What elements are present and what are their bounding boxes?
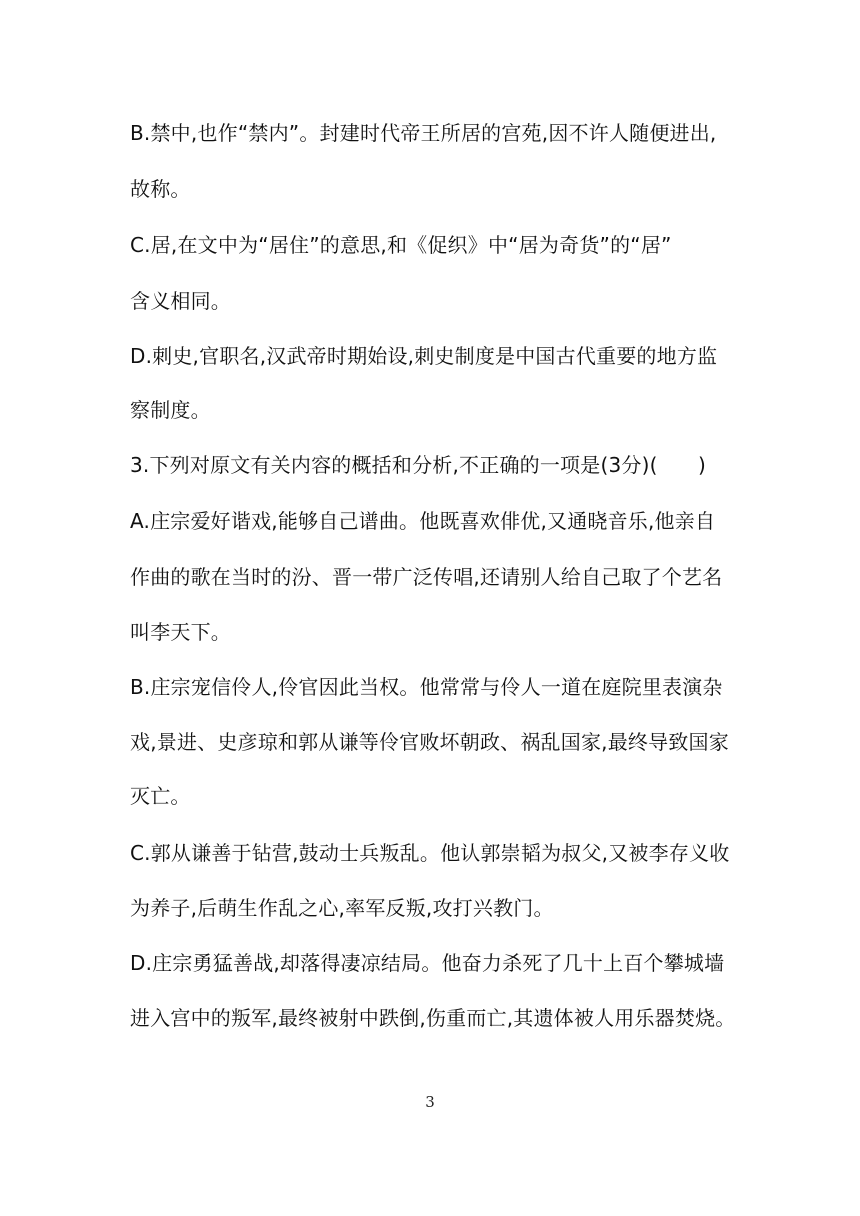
text-line: 进入宫中的叛军,最终被射中跌倒,伤重而亡,其遗体被人用乐器焚烧。 (130, 1006, 736, 1030)
text-line-option-b-definition: B.禁中,也作“禁内”。封建时代帝王所居的宫苑,因不许人随便进出, (130, 121, 717, 145)
text-line-option-d-definition: D.刺史,官职名,汉武帝时期始设,刺史制度是中国古代重要的地方监 (130, 344, 718, 368)
text-line-option-c: C.郭从谦善于钻营,鼓动士兵叛乱。他认郭崇韬为叔父,又被李存义收 (130, 841, 730, 865)
text-line: 叫李天下。 (130, 620, 231, 644)
text-line: 为养子,后萌生作乱之心,率军反叛,攻打兴教门。 (130, 896, 554, 920)
text-line: 故称。 (130, 177, 191, 201)
text-line: 灭亡。 (130, 784, 191, 808)
question-3-prompt: 3.下列对原文有关内容的概括和分析,不正确的一项是(3分)( ) (130, 453, 706, 477)
text-line-option-c-definition: C.居,在文中为“居住”的意思,和《促织》中“居为奇货”的“居” (130, 233, 672, 257)
text-line-option-d: D.庄宗勇猛善战,却落得凄凉结局。他奋力杀死了几十上百个攀城墙 (130, 951, 725, 975)
text-line-option-a: A.庄宗爱好谐戏,能够自己谱曲。他既喜欢俳优,又通晓音乐,他亲自 (130, 509, 716, 533)
text-line-option-b: B.庄宗宠信伶人,伶官因此当权。他常常与伶人一道在庭院里表演杂 (130, 675, 723, 699)
text-line: 含义相同。 (130, 289, 231, 313)
text-line: 作曲的歌在当时的汾、晋一带广泛传唱,还请别人给自己取了个艺名 (130, 565, 723, 589)
page-number: 3 (425, 1093, 435, 1111)
text-line: 察制度。 (130, 398, 211, 422)
text-line: 戏,景进、史彦琼和郭从谦等伶官败坏朝政、祸乱国家,最终导致国家 (130, 730, 729, 754)
